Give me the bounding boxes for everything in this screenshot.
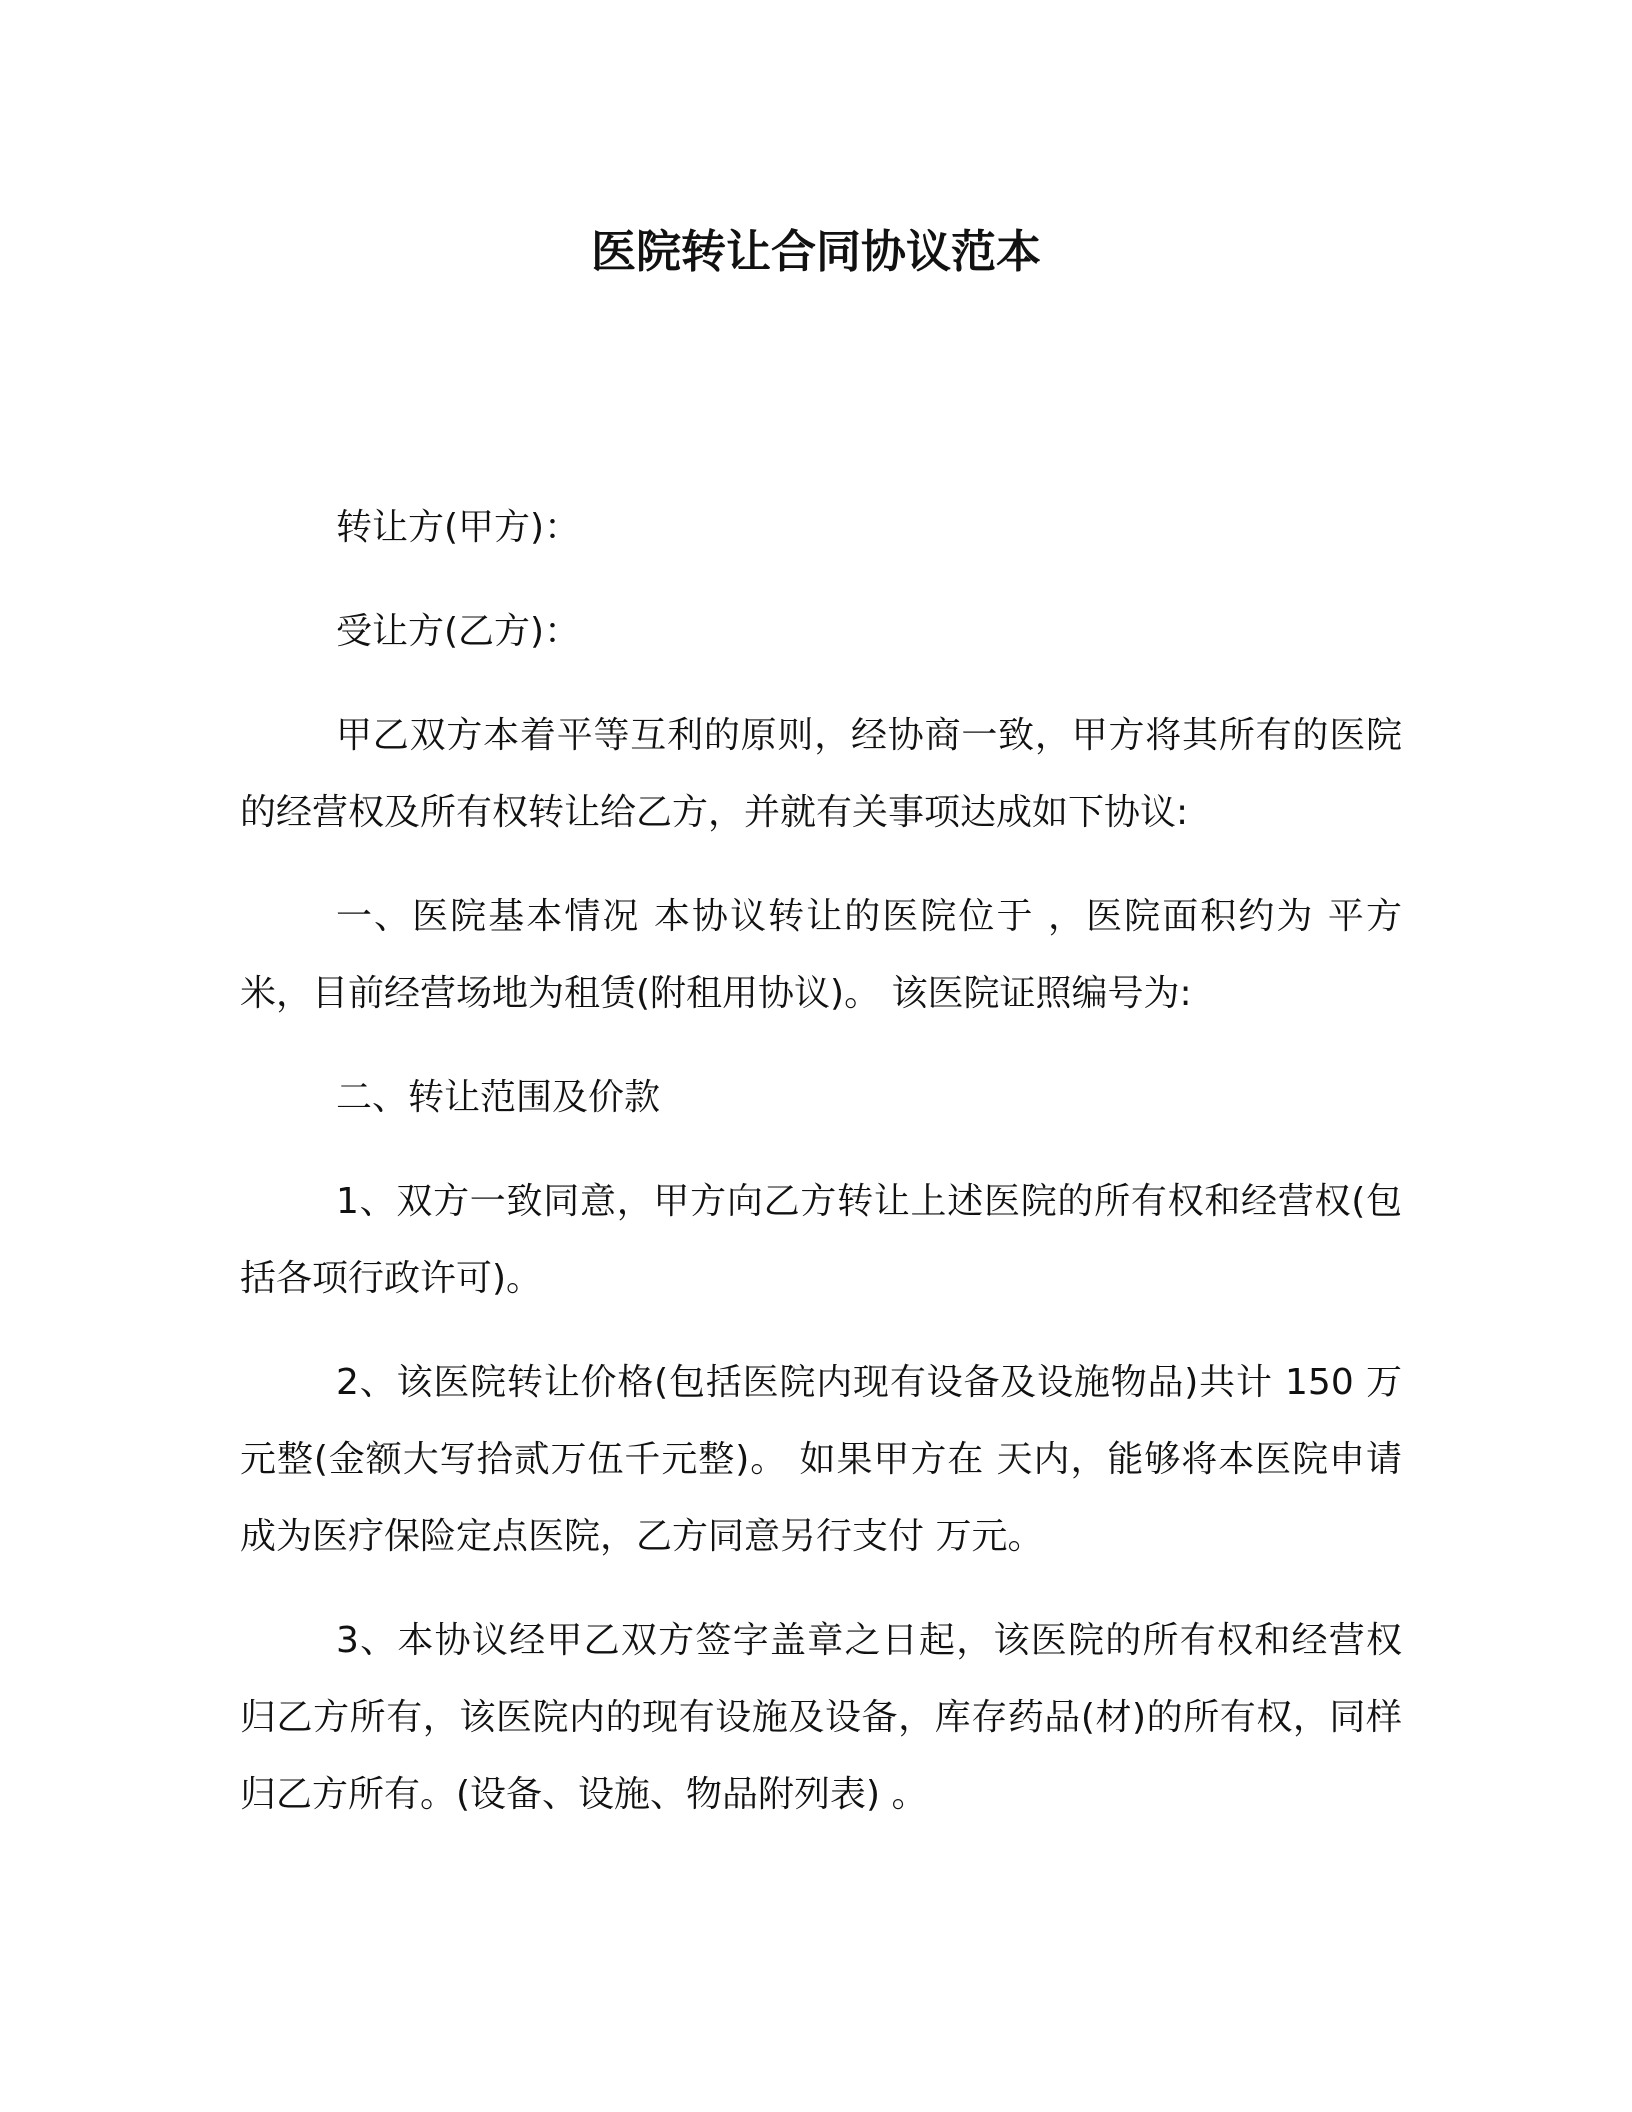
document-body [240, 489, 1402, 1860]
clause-2-3: 3、本协议经甲乙双方签字盖章之日起，该医院的所有权和经营权归乙方所有，该医院内的现有设施及设备，库存药品(材)的所有权，同样归乙方所有。(设备、设施、物品附列表) 。 [240, 1620, 1402, 1815]
document-title: 医院转让合同协议范本 [590, 225, 1041, 278]
clause-2-2: 2、该医院转让价格(包括医院内现有设备及设施物品)共计 150 万元整(金额大写拾贰万伍千元整)。 如果甲方在 天内，能够将本医院申请成为医疗保险定点医院，乙方同意另行支付 万元。 [240, 1362, 1402, 1557]
section-2-heading: 二、转让范围及价款 [336, 1077, 661, 1118]
clause-2-1: 1、双方一致同意，甲方向乙方转让上述医院的所有权和经营权(包括各项行政许可)。 [240, 1181, 1402, 1299]
section-1-basic-info: 一、医院基本情况 本协议转让的医院位于 ，医院面积约为 平方米，目前经营场地为租赁(附租用协议)。 该医院证照编号为: [240, 896, 1402, 1014]
preamble-paragraph: 甲乙双方本着平等互利的原则，经协商一致，甲方将其所有的医院的经营权及所有权转让给乙方，并就有关事项达成如下协议: [240, 715, 1402, 833]
party-b-line: 受让方(乙方)： [336, 611, 581, 652]
party-a-line: 转让方(甲方)： [336, 507, 581, 548]
